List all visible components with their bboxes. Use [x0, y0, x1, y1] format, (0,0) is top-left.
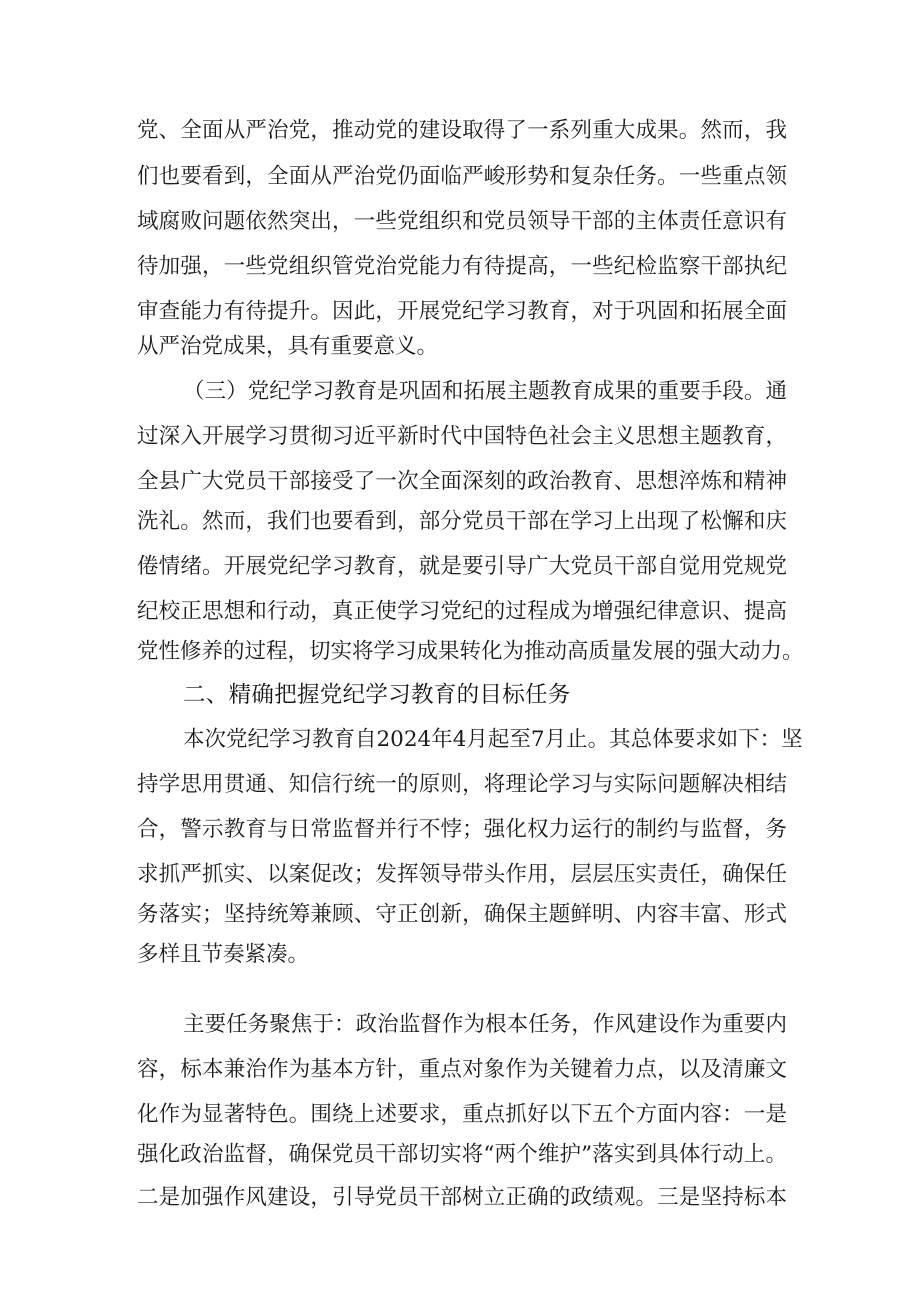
paragraph-1-line-5: 审查能力有待提升。因此，开展党纪学习教育，对于巩固和拓展全面: [137, 299, 787, 324]
paragraph-1-line-2: 们也要看到，全面从严治党仍面临严峻形势和复杂任务。一些重点领: [137, 164, 787, 189]
section-heading: 二、精确把握党纪学习教育的目标任务: [183, 682, 571, 708]
paragraph-2-line-6: 纪校正思想和行动，真正使学习党纪的过程成为增强纪律意识、提高: [137, 599, 787, 624]
paragraph-3-line-3: 合，警示教育与日常监督并行不悖；强化权力运行的制约与监督，务: [137, 817, 787, 842]
paragraph-2-line-1: （三）党纪学习教育是巩固和拓展主题教育成果的重要手段。通: [183, 379, 787, 404]
paragraph-4-line-2: 容，标本兼治作为基本方针，重点对象作为关键着力点，以及清廉文: [137, 1057, 787, 1082]
paragraph-1-line-4: 待加强，一些党组织管党治党能力有待提高，一些纪检监察干部执纪: [137, 254, 787, 279]
paragraph-1-line-1: 党、全面从严治党，推动党的建设取得了一系列重大成果。然而，我: [137, 118, 787, 143]
paragraph-4-line-4: 强化政治监督，确保党员干部切实将“两个维护”落实到具体行动上。: [137, 1142, 787, 1167]
paragraph-4-line-5: 二是加强作风建设，引导党员干部树立正确的政绩观。三是坚持标本: [137, 1185, 787, 1210]
paragraph-4-line-3: 化作为显著特色。围绕上述要求，重点抓好以下五个方面内容：一是: [137, 1102, 787, 1127]
paragraph-2-line-3: 全县广大党员干部接受了一次全面深刻的政治教育、思想淬炼和精神: [137, 469, 787, 494]
paragraph-3-line-2: 持学思用贯通、知信行统一的原则，将理论学习与实际问题解决相结: [137, 772, 787, 797]
paragraph-3-line-5: 务落实；坚持统筹兼顾、守正创新，确保主题鲜明、内容丰富、形式: [137, 902, 787, 927]
paragraph-1-line-6: 从严治党成果，具有重要意义。: [137, 334, 439, 359]
paragraph-2-line-4: 洗礼。然而，我们也要看到，部分党员干部在学习上出现了松懈和庆: [137, 509, 787, 534]
paragraph-2-line-2: 过深入开展学习贯彻习近平新时代中国特色社会主义思想主题教育，: [137, 424, 787, 449]
paragraph-2-line-7: 党性修养的过程，切实将学习成果转化为推动高质量发展的强大动力。: [137, 639, 804, 664]
paragraph-1-line-3: 域腐败问题依然突出，一些党组织和党员领导干部的主体责任意识有: [137, 209, 787, 234]
paragraph-4-line-1: 主要任务聚焦于：政治监督作为根本任务，作风建设作为重要内: [183, 1012, 787, 1037]
paragraph-2-line-5: 倦情绪。开展党纪学习教育，就是要引导广大党员干部自觉用党规党: [137, 554, 787, 579]
paragraph-3-line-1: 本次党纪学习教育自2024年4月起至7月止。其总体要求如下：坚: [183, 727, 803, 752]
paragraph-3-line-6: 多样且节奏紧凑。: [137, 942, 310, 967]
paragraph-3-line-4: 求抓严抓实、以案促改；发挥领导带头作用，层层压实责任，确保任: [137, 862, 787, 887]
